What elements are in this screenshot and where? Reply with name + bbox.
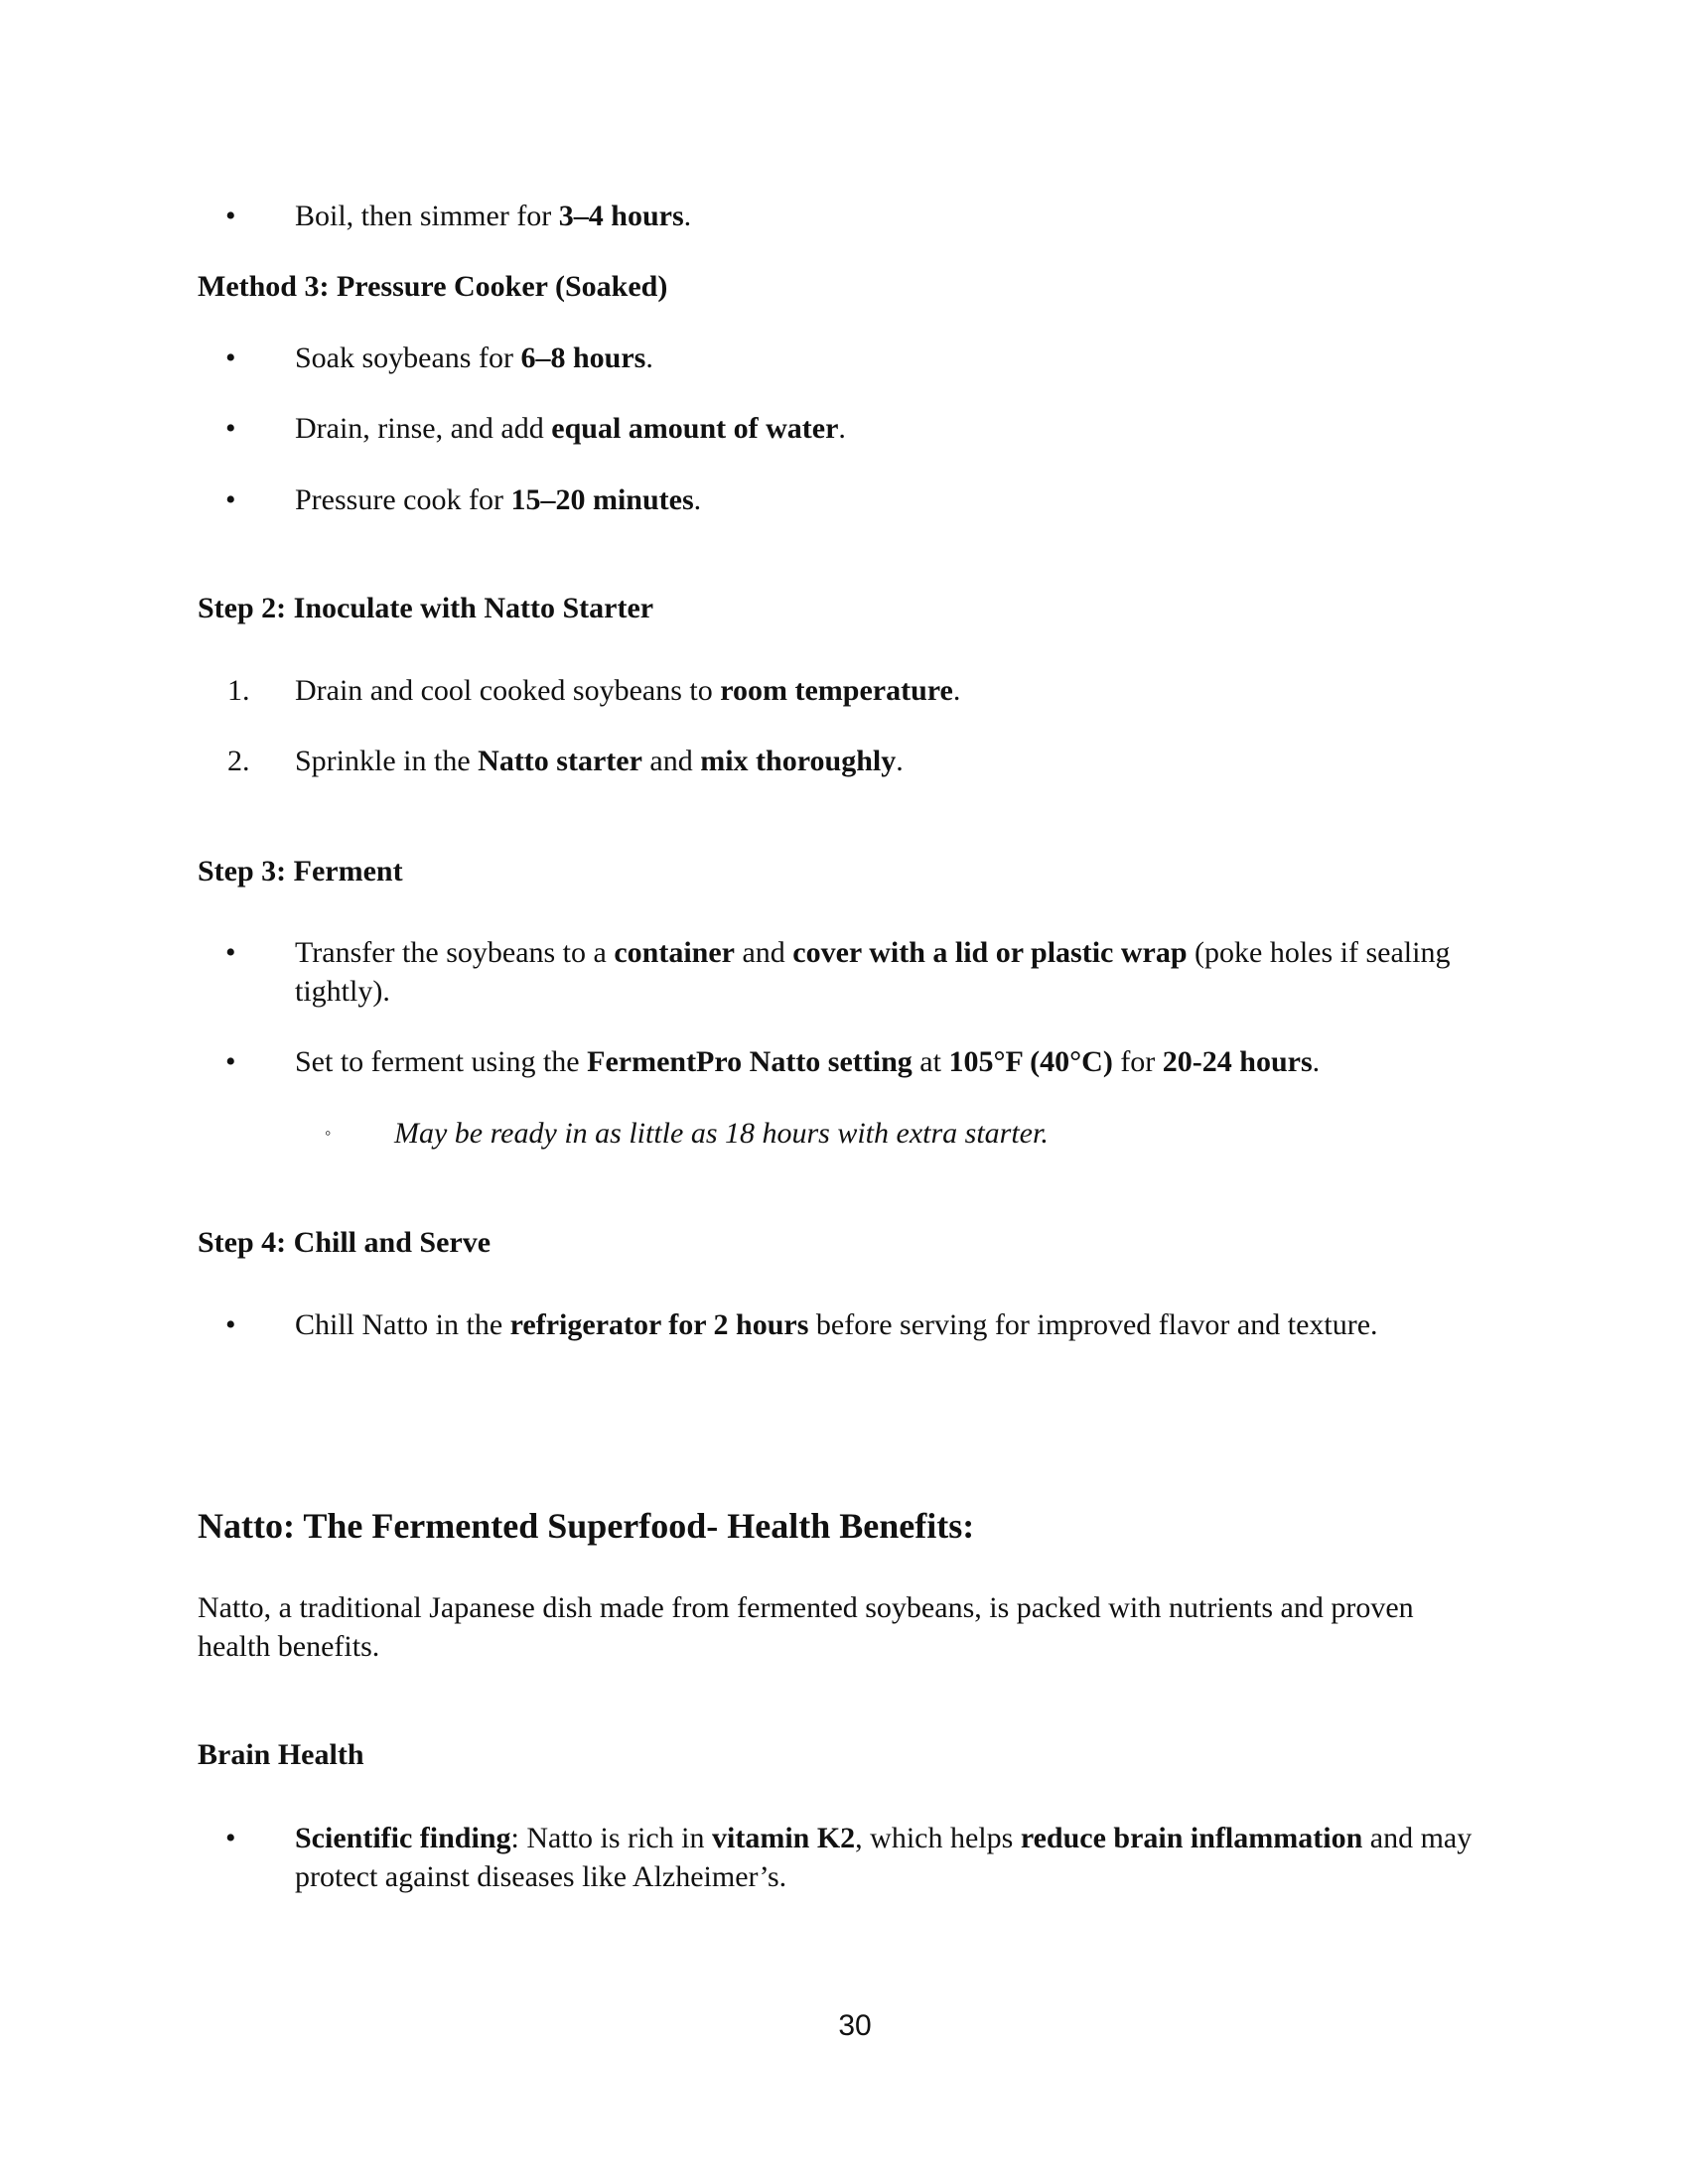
list-item — [225, 1305, 1486, 1344]
list-item — [225, 1042, 1486, 1081]
text: (poke holes if sealing tightly). — [295, 936, 1451, 1008]
bullet-icon: • — [225, 200, 236, 232]
text: and may protect against diseases like Alzheimer’s. — [295, 1822, 1473, 1893]
section-heading — [198, 589, 1478, 627]
list-item — [225, 933, 1486, 1011]
text: . — [952, 674, 961, 707]
text: at — [912, 1045, 949, 1078]
section-heading — [198, 1223, 1478, 1262]
bold-text: container — [614, 936, 735, 969]
bold-text: mix thoroughly — [700, 745, 897, 777]
text: Set to ferment using the — [295, 1045, 588, 1078]
text: for — [1112, 1045, 1163, 1078]
text: Pressure cook for — [295, 483, 511, 516]
bold-text: 3–4 hours — [558, 200, 684, 232]
bullet-icon: • — [225, 936, 236, 969]
bold-text: Natto starter — [478, 745, 642, 777]
text: Chill Natto in the — [295, 1308, 510, 1341]
section-heading — [198, 1735, 1478, 1774]
text: . — [838, 412, 846, 445]
text: May be ready in as little as 18 hours with extra starter. — [394, 1117, 1049, 1150]
bullet-icon: • — [225, 412, 236, 445]
text: Drain, rinse, and add — [295, 412, 552, 445]
list-item — [225, 339, 1486, 377]
bold-text: Natto: The Fermented Superfood- Health Benefits: — [198, 1506, 975, 1546]
bold-text: Step 4: Chill and Serve — [198, 1226, 492, 1259]
list-item — [225, 409, 1486, 448]
text: Drain and cool cooked soybeans to — [295, 674, 721, 707]
page-number: 30 — [838, 2009, 872, 2042]
bold-text: Method 3: Pressure Cooker (Soaked) — [198, 270, 668, 303]
bold-text: reduce brain inflammation — [1020, 1822, 1363, 1854]
bold-text: 6–8 hours — [520, 341, 646, 374]
bold-text: Scientific finding — [295, 1822, 511, 1854]
text: : Natto is rich in — [510, 1822, 712, 1854]
bold-text: room temperature — [720, 674, 953, 707]
text: . — [693, 483, 702, 516]
list-item — [225, 480, 1486, 519]
bold-text: FermentPro Natto setting — [587, 1045, 913, 1078]
text: Soak soybeans for — [295, 341, 521, 374]
text: . — [896, 745, 904, 777]
section-title — [198, 1507, 1478, 1546]
list-item — [225, 1819, 1486, 1896]
bullet-icon: • — [225, 483, 236, 516]
section-heading — [198, 267, 1478, 306]
text: . — [1312, 1045, 1321, 1078]
bullet-icon: • — [225, 341, 236, 374]
bold-text: vitamin K2 — [712, 1822, 856, 1854]
list-item — [227, 742, 1486, 780]
bullet-icon: ◦ — [325, 1123, 332, 1143]
bullet-icon: • — [225, 1045, 236, 1078]
bold-text: 105°F (40°C) — [948, 1045, 1113, 1078]
list-item — [225, 197, 1486, 235]
text: and — [734, 936, 793, 969]
list-number: 1. — [227, 674, 250, 707]
bullet-icon: • — [225, 1822, 236, 1854]
text: Natto, a traditional Japanese dish made from fermented soybeans, is packed with nutrients and proven health benefits. — [198, 1591, 1414, 1663]
bold-text: 15–20 minutes — [510, 483, 694, 516]
bold-text: Step 2: Inoculate with Natto Starter — [198, 592, 654, 624]
text: . — [645, 341, 653, 374]
text: . — [683, 200, 692, 232]
text: and — [641, 745, 701, 777]
bold-text: 20-24 hours — [1162, 1045, 1313, 1078]
text: , which helps — [855, 1822, 1021, 1854]
paragraph — [198, 1588, 1478, 1666]
list-item — [227, 671, 1486, 710]
bold-text: equal amount of water — [551, 412, 839, 445]
text: Sprinkle in the — [295, 745, 479, 777]
text: Transfer the soybeans to a — [295, 936, 615, 969]
text: Boil, then simmer for — [295, 200, 559, 232]
bold-text: Brain Health — [198, 1738, 364, 1771]
bold-text: cover with a lid or plastic wrap — [792, 936, 1188, 969]
list-number: 2. — [227, 745, 250, 777]
bold-text: Step 3: Ferment — [198, 855, 403, 887]
bold-text: refrigerator for 2 hours — [509, 1308, 809, 1341]
bullet-icon: • — [225, 1308, 236, 1341]
section-heading — [198, 852, 1478, 890]
text: before serving for improved flavor and texture. — [808, 1308, 1378, 1341]
list-item — [325, 1114, 1486, 1153]
